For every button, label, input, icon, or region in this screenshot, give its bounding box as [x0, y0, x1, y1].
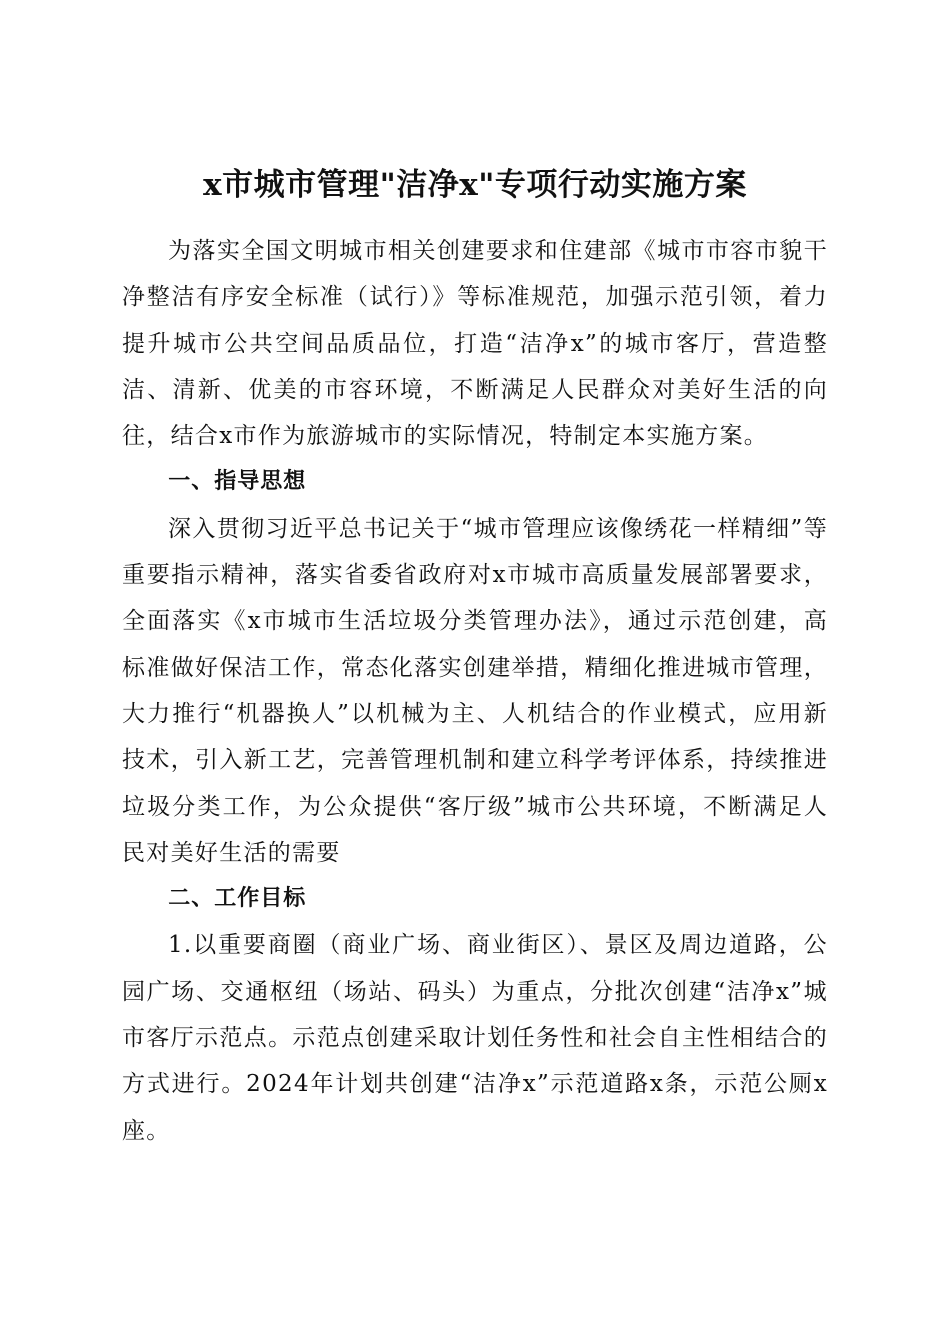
document-title: x市城市管理"洁净x"专项行动实施方案	[203, 166, 747, 203]
intro-paragraph: 为落实全国文明城市相关创建要求和住建部《城市市容市貌干净整洁有序安全标准（试行）》等标准规范，加强示范引领，着力提升城市公共空间品质品位，打造“洁净x”的城市客厅，营造整洁、清新、优美的市容环境，不断满足人民群众对美好生活的向往，结合x市作为旅游城市的实际情况，特制定本实施方案。	[122, 238, 828, 450]
document-body	[122, 228, 828, 1154]
section-heading-guiding-ideology: 一、指导思想	[168, 469, 307, 495]
guiding-ideology-paragraph: 深入贯彻习近平总书记关于“城市管理应该像绣花一样精细”等重要指示精神，落实省委省政府对x市城市高质量发展部署要求，全面落实《x市城市生活垃圾分类管理办法》，通过示范创建，高标准做好保洁工作，常态化落实创建举措，精细化推进城市管理，大力推行“机器换人”以机械为主、人机结合的作业模式，应用新技术，引入新工艺，完善管理机制和建立科学考评体系，持续推进垃圾分类工作，为公众提供“客厅级”城市公共环境，不断满足人民对美好生活的需要	[122, 515, 828, 866]
section-heading-work-goals: 二、工作目标	[168, 886, 307, 912]
work-goals-paragraph: 1.以重要商圈（商业广场、商业街区）、景区及周边道路，公园广场、交通枢纽（场站、码头）为重点，分批次创建“洁净x”城市客厅示范点。示范点创建采取计划任务性和社会自主性相结合的方式进行。2024年计划共创建“洁净x”示范道路x条，示范公厕x座。	[122, 932, 828, 1144]
